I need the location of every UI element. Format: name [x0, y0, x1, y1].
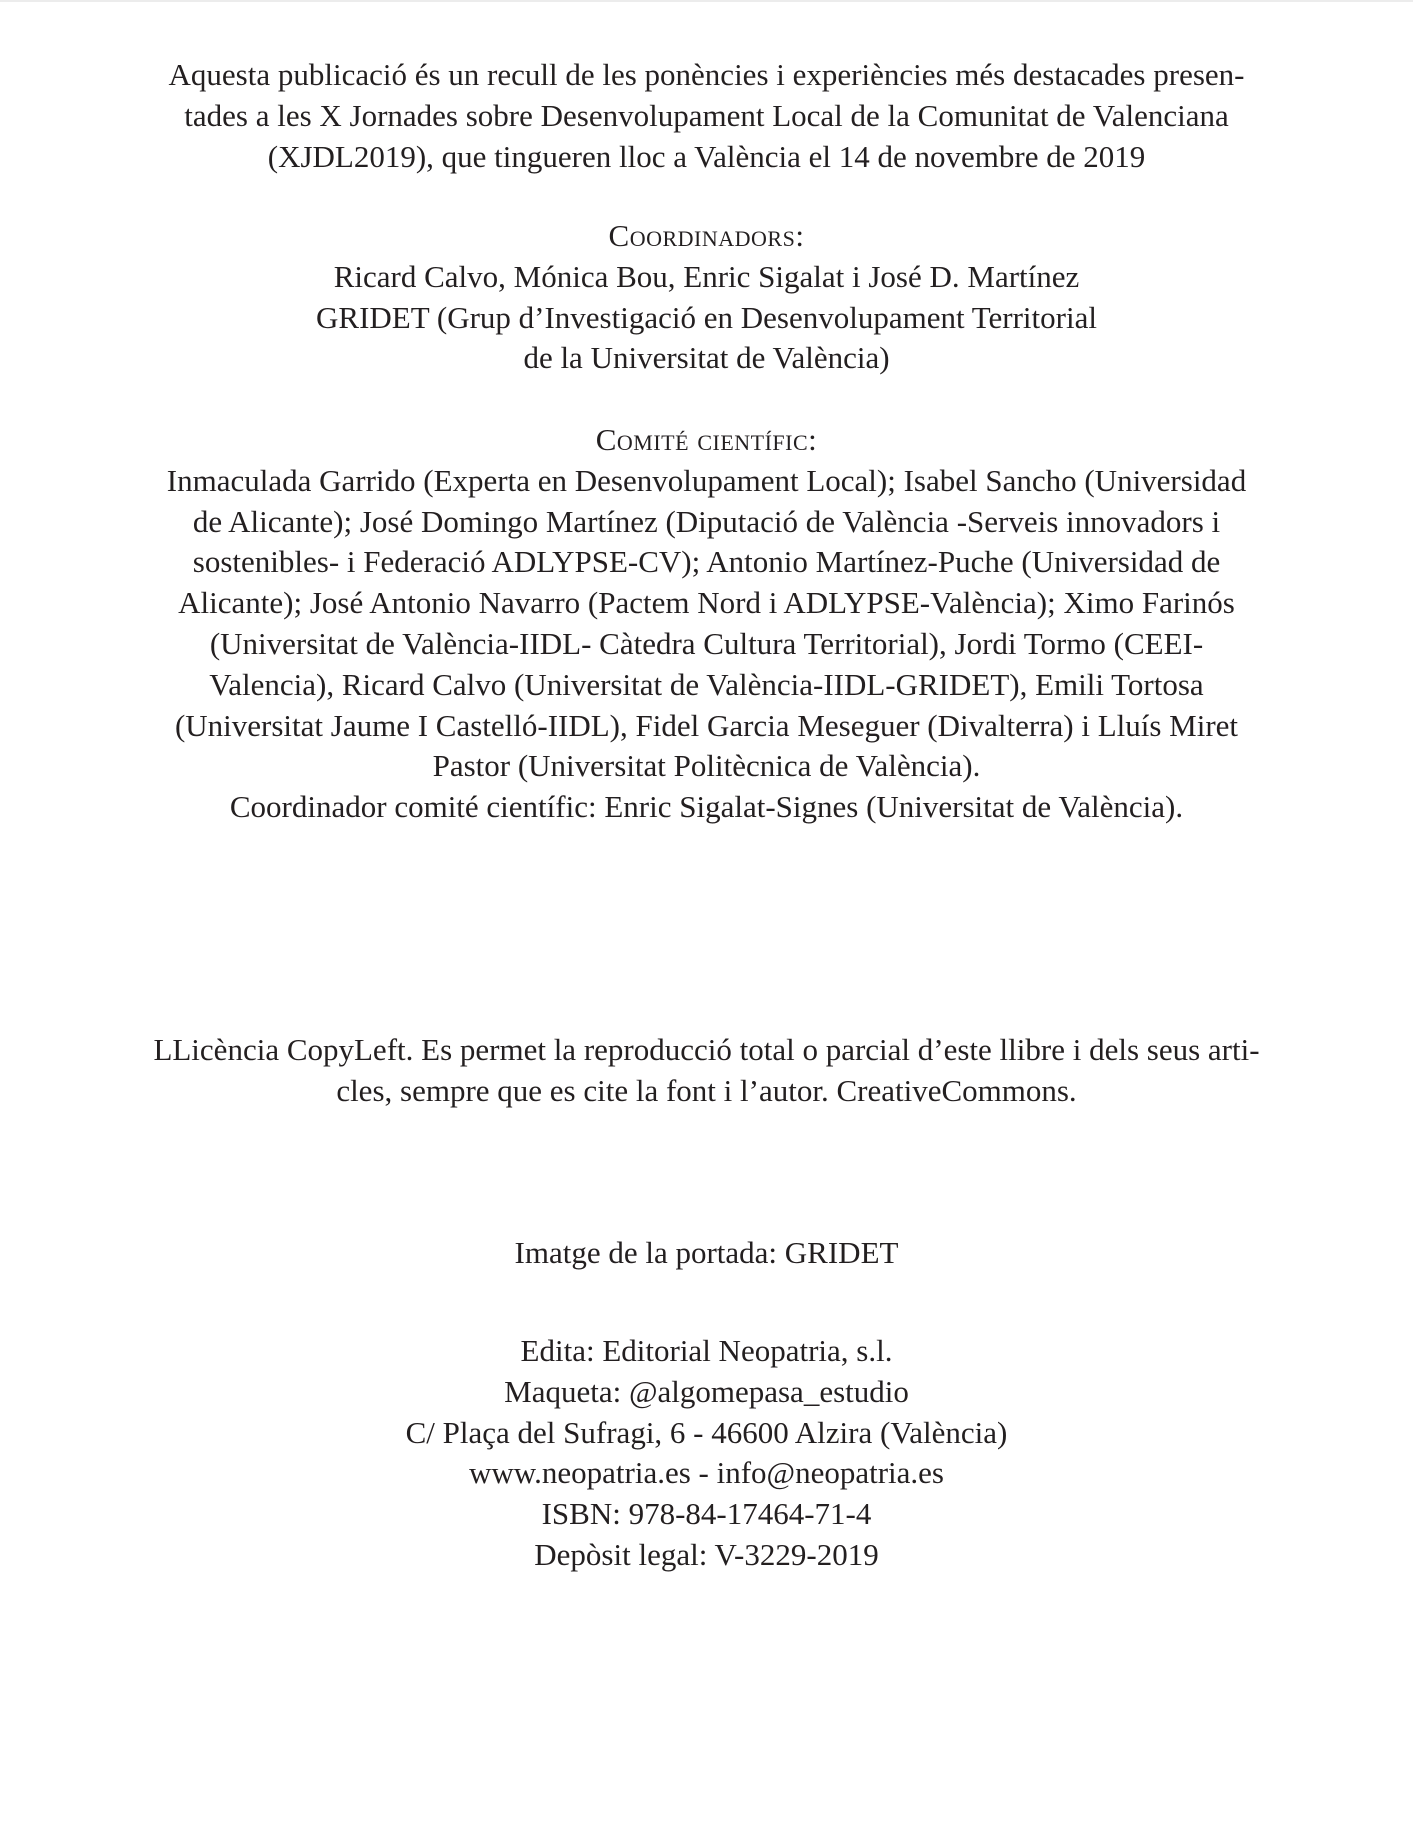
intro-line: tades a les X Jornades sobre Desenvolupament Local de la Comunitat de Valenciana: [184, 97, 1229, 133]
committee-coordinator-line: Coordinador comité científic: Enric Sigalat-Signes (Universitat de València).: [229, 789, 1184, 825]
committee-line: (Universitat Jaume I Castelló-IIDL), Fidel Garcia Meseguer (Divalterra) i Lluís Miret: [174, 707, 1239, 743]
committee-line: Alicante); José Antonio Navarro (Pactem Nord i ADLYPSE-València); Ximo Farinós: [178, 585, 1235, 621]
license-line: LLicència CopyLeft. Es permet la reproducció total o parcial d’este llibre i dels seus arti-: [153, 1032, 1260, 1067]
committee-line: Pastor (Universitat Politècnica de València).: [432, 748, 981, 784]
coordinators-line: GRIDET (Grup d’Investigació en Desenvolupament Territorial: [316, 299, 1097, 335]
intro-paragraph: [0, 55, 1413, 177]
committee-line: Inmaculada Garrido (Experta en Desenvolupament Local); Isabel Sancho (Universidad: [166, 462, 1247, 498]
cover-credit-text: Imatge de la portada: GRIDET: [514, 1235, 899, 1270]
publisher-address: C/ Plaça del Sufragi, 6 - 46600 Alzira (València): [405, 1414, 1008, 1450]
cover-credit: [0, 1233, 1413, 1274]
intro-line: Aquesta publicació és un recull de les ponències i experiències més destacades presen-: [168, 57, 1245, 92]
coordinators-line: Ricard Calvo, Mónica Bou, Enric Sigalat i José D. Martínez: [333, 258, 1080, 294]
publisher-legal-deposit: Depòsit legal: V-3229-2019: [534, 1536, 879, 1572]
committee-line: (Universitat de València-IIDL- Càtedra Cultura Territorial), Jordi Tormo (CEEI-: [209, 625, 1204, 661]
publisher-maqueta: Maqueta: @algomepasa_estudio: [504, 1373, 909, 1409]
license-line: cles, sempre que es cite la font i l’autor. CreativeCommons.: [336, 1072, 1077, 1108]
intro-line: (XJDL2019), que tingueren lloc a València el 14 de novembre de 2019: [267, 138, 1146, 174]
coordinators-heading: Coordinadors:: [608, 218, 805, 253]
committee-line: de Alicante); José Domingo Martínez (Diputació de València -Serveis innovadors i: [192, 503, 1221, 539]
publisher-web-email: www.neopatria.es - info@neopatria.es: [468, 1455, 944, 1491]
publisher-edita: Edita: Editorial Neopatria, s.l.: [520, 1333, 893, 1368]
publisher-isbn: ISBN: 978-84-17464-71-4: [541, 1496, 872, 1532]
coordinators-line: de la Universitat de València): [523, 340, 890, 376]
publisher-info: [0, 1331, 1413, 1576]
committee-heading: Comité científic:: [595, 422, 818, 457]
license-notice: [0, 1030, 1413, 1112]
committee-line: sostenibles- i Federació ADLYPSE-CV); Antonio Martínez-Puche (Universidad de: [192, 544, 1221, 580]
coordinators-section: [0, 216, 1413, 379]
committee-line: Valencia), Ricard Calvo (Universitat de València-IIDL-GRIDET), Emili Tortosa: [209, 666, 1204, 702]
scientific-committee-section: [0, 420, 1413, 828]
